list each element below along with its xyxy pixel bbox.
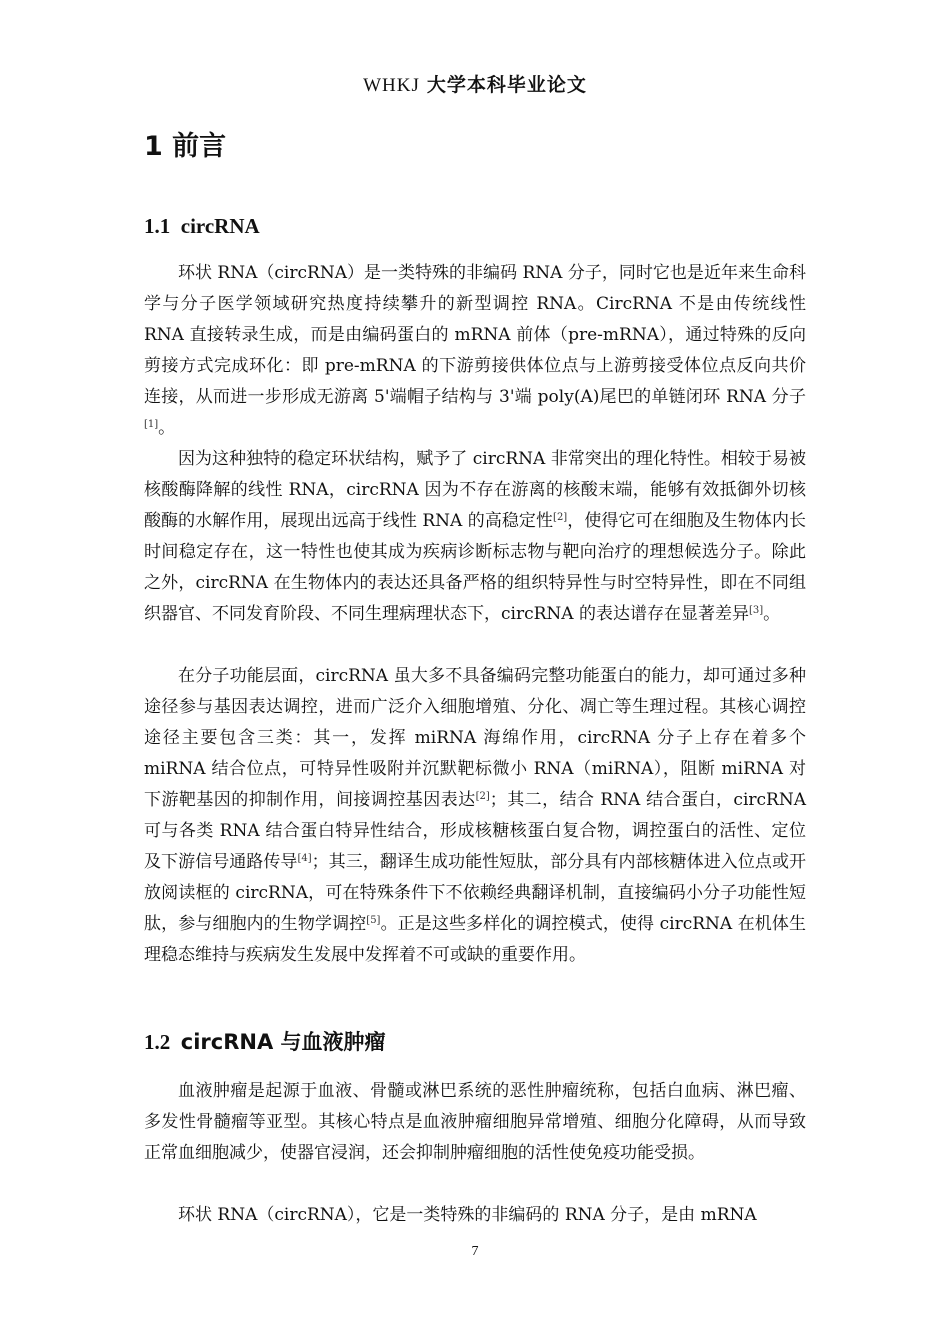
citation: [5]: [366, 915, 381, 926]
section-number: 1.2: [144, 1030, 171, 1054]
paragraph-circrna-function: [144, 661, 806, 971]
header-latin: WHKJ: [363, 75, 420, 96]
paragraph-circrna-definition: [144, 258, 806, 444]
citation: [1]: [144, 419, 159, 430]
citation: [4]: [297, 853, 312, 864]
period: 。: [158, 418, 176, 438]
header-title: 大学本科毕业论文: [426, 74, 587, 96]
citation: [2]: [475, 791, 490, 802]
section-title: circRNA: [180, 214, 260, 238]
paragraph-text: 血液肿瘤是起源于血液、骨髓或淋巴系统的恶性肿瘤统称，包括白血病、淋巴瘤、多发性骨髓瘤等亚型。其核心特点是血液肿瘤细胞异常增殖、细胞分化障碍，从而导致正常血细胞减少，使器官浸润，还会抑制肿瘤细胞的活性使免疫功能受损。: [144, 1081, 806, 1163]
paragraph-text: 因为这种独特的稳定环状结构，赋予了 circRNA 非常突出的理化特性。相较于易被核酸酶降解的线性 RNA，circRNA 因为不存在游离的核酸末端，能够有效抵御外切核酸酶的水解作用，展现出远高于线性 RNA 的高稳定性: [144, 449, 806, 531]
section-title: circRNA 与血液肿瘤: [180, 1030, 386, 1054]
period: 。: [763, 604, 781, 624]
paragraph-circrna-intro: [144, 1200, 806, 1231]
page-header: [0, 70, 950, 97]
paragraph-circrna-stability: [144, 444, 806, 630]
paragraph-text: ，使得它可在细胞及生物体内长时间稳定存在，这一特性也使其成为疾病诊断标志物与靶向治疗的理想候选分子。除此之外，circRNA 在生物体内的表达还具备严格的组织特异性与时空特异性，即在不同组织器官、不同发育阶段、不同生理病理状态下，circRNA 的表达谱存在显著差异: [144, 511, 806, 624]
citation: [2]: [553, 512, 568, 523]
section-heading-1-1: [144, 214, 260, 239]
paragraph-text: ；其三，翻译生成功能性短肽，部分具有内部核糖体进入位点或开放阅读框的 circRNA，可在特殊条件下不依赖经典翻译机制，直接编码小分子功能性短肽，参与细胞内的生物学调控: [144, 852, 807, 934]
paragraph-text: 环状 RNA（circRNA）是一类特殊的非编码 RNA 分子，同时它也是近年来生命科学与分子医学领域研究热度持续攀升的新型调控 RNA。CircRNA 不是由传统线性 RNA 直接转录生成，而是由编码蛋白的 mRNA 前体（pre-mRNA），通过特殊的反向剪接方式完成环化：即 pre-mRNA 的下游剪接供体位点与上游剪接受体位点反向共价连接，从而进一步形成无游离 5'端帽子结构与 3'端 poly(A)尾巴的单链闭环 RNA 分子: [144, 263, 806, 407]
paragraph-blood-tumor: [144, 1076, 806, 1169]
section-number: 1.1: [144, 214, 171, 238]
paragraph-text: ；其二，结合 RNA 结合蛋白，circRNA 可与各类 RNA 结合蛋白特异性结合，形成核糖核蛋白复合物，调控蛋白的活性、定位及下游信号通路传导: [144, 790, 806, 872]
page-number: 7: [471, 1244, 479, 1259]
chapter-title: 1 前言: [144, 131, 227, 162]
paragraph-text: 在分子功能层面，circRNA 虽大多不具备编码完整功能蛋白的能力，却可通过多种途径参与基因表达调控，进而广泛介入细胞增殖、分化、凋亡等生理过程。其核心调控途径主要包含三类：其一，发挥 miRNA 海绵作用，circRNA 分子上存在着多个 miRNA 结合位点，可特异性吸附并沉默靶标微小 RNA（miRNA），阻断 miRNA 对下游靶基因的抑制作用，间接调控基因表达: [144, 666, 806, 810]
section-heading-1-2: [144, 1026, 386, 1056]
citation: [3]: [748, 605, 764, 616]
paragraph-text: 环状 RNA（circRNA），它是一类特殊的非编码的 RNA 分子，是由 mRNA: [178, 1205, 757, 1225]
paragraph-text: 。正是这些多样化的调控模式，使得 circRNA 在机体生理稳态维持与疾病发生发展中发挥着不可或缺的重要作用。: [144, 914, 807, 965]
